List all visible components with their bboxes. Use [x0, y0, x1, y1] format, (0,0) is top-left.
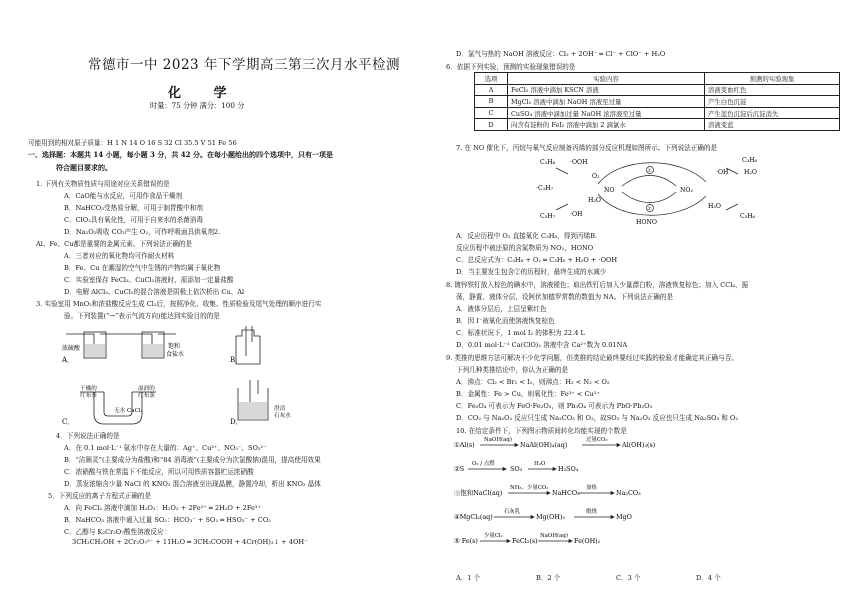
- chain-2-reagent: O₂ / 点燃: [472, 461, 495, 467]
- table-row: [475, 84, 840, 96]
- question-8: 8. 镀锌铁钉放入棕色的碘水中，溶液褪色；取出铁钉后加入少量漂白粉，溶液恢复棕色；加入 CCl₄，振: [446, 281, 749, 289]
- table-cell: B: [475, 96, 508, 108]
- question-9-cont: 下列几种类推结论中，你认为正确的是: [456, 366, 569, 374]
- chain-3-reagent: NH₃、少量CO₂: [510, 485, 549, 491]
- table-cell: FeCl₂ 溶液中滴加 KSCN 溶液: [508, 84, 705, 96]
- mech-label: H₂O: [744, 169, 757, 176]
- q5-option-c: C．乙醇与 K₂Cr₂O₇酸性溶液反应：: [64, 528, 171, 536]
- q10-option-c: C．3 个: [616, 574, 641, 582]
- q10-option-a: A．1 个: [456, 574, 481, 582]
- q5-option-b: B．NaHCO₃ 溶液中通入过量 SO₂：HCO₃⁻ + SO₂ ═ HSO₃⁻ + CO₂: [64, 516, 271, 524]
- q5-option-d: D．氯气与热的 NaOH 溶液反应：Cl₂ + 2OH⁻ ═ Cl⁻ + ClO⁻ + H₂O: [456, 50, 666, 58]
- chain-2-start: ②S: [454, 465, 465, 473]
- q4-option-d: D．蒸发浓缩含少量 NaCl 的 KNO₃ 混合溶液至出现晶膜，静置冷却，析出 KNO₃ 晶体: [64, 480, 321, 488]
- mech-label: H₂O: [708, 203, 721, 210]
- table-header-cell: 预测的实验现象: [705, 73, 840, 85]
- fig-d-label-lime: 石灰水: [274, 413, 291, 419]
- mech-label: O₂: [592, 173, 600, 180]
- question-8-cont: 荡，静置，液体分层，设阿伏加德罗常数的数值为 NA。下列说法正确的是: [456, 293, 674, 301]
- fig-a-label-brine: 食盐水: [166, 351, 185, 358]
- chain-1-reagent: NaOH(aq): [484, 437, 512, 443]
- chain-5-mid: FeCl₂(s): [512, 537, 538, 545]
- chain-3-end: Na₂CO₃: [616, 489, 641, 497]
- mech-label: ·C₃H₇: [536, 185, 554, 192]
- chain-5-end: Fe(OH)₂: [574, 537, 601, 545]
- fig-c-label-cloth: 红布条: [80, 393, 97, 399]
- q8-option-b: B．因 I⁻被氧化而使溶液恢复棕色: [456, 317, 555, 325]
- mech-label: ·OH: [570, 211, 583, 218]
- table-cell: 产生白色沉淀: [705, 96, 840, 108]
- table-cell: A: [475, 84, 508, 96]
- mech-label: HONO: [636, 219, 657, 226]
- chain-4-reagent: 煅烧: [586, 509, 597, 515]
- apparatus-figure: [60, 320, 390, 430]
- question-7: 7. 在 NO 催化下，丙烷与氧气反应制备丙烯的部分反应机理如图所示。下列说法正确的是: [456, 144, 718, 152]
- chain-2-end: H₂SO₄: [558, 465, 579, 473]
- exam-meta: 时量：75 分钟 满分：100 分: [150, 101, 245, 110]
- q9-option-d: D．CO₂ 与 Na₂O₂ 反应只生成 Na₂CO₃ 和 O₂，故SO₂ 与 Na₂O₂ 反应也只生成 Na₂SO₃ 和 O₂: [456, 414, 739, 422]
- table-cell: 溶液变蓝: [705, 119, 840, 131]
- q5-option-c-equation: 3CH₃CH₂OH + 2Cr₂O₇²⁻ + 11H₂O ═ 3CH₃COOH + 4Cr(OH)₃↓ + 4OH⁻: [72, 538, 308, 546]
- mech-label: ①: [647, 169, 652, 174]
- question-9: 9. 类推的思维方法可解决不少化学问题，但类推的结论最终要经过实践的检验才能确定其正确与否。: [446, 354, 738, 362]
- chain-4-reagent: 石灰乳: [504, 509, 521, 515]
- fig-c-label-cacl2: 无水 CaCl₂: [114, 408, 143, 414]
- conversion-chains: [454, 436, 754, 566]
- table-header-row: [475, 73, 840, 85]
- fig-label-a: A．: [62, 356, 75, 364]
- q4-option-a: A．在 0.1 mol·L⁻¹ 氨水中存在大量的：Ag⁺、Cu²⁺、NO₃⁻、SO₃²⁻: [64, 444, 267, 452]
- q9-option-b: B．金属性：Fe > Cu，则氧化性：Fe³⁺ < Cu²⁺: [456, 390, 600, 398]
- chain-4-mid: Mg(OH)₂: [536, 513, 565, 521]
- q2-option-b: B．Fe、Cu 在潮湿的空气中生锈的产物均属于氧化物: [64, 264, 221, 272]
- question-1: 1. 下列有关物质性质与用途对应关系错误的是: [36, 180, 170, 188]
- q5-option-a: A．向 FeCl₂ 溶液中滴加 H₂O₂：H₂O₂ + 2Fe²⁺ ═ 2H₂O + 2Fe³⁺: [64, 504, 262, 512]
- q1-option-c: C．ClO₂具有氧化性，可用于自来水的杀菌消毒: [64, 216, 203, 224]
- q2-option-c: C．实验室保存 FeCl₃、CuCl₂溶液时，需添加一定量盐酸: [64, 276, 234, 284]
- table-header-cell: 选项: [475, 73, 508, 85]
- chain-5-reagent: 少量Cl₂: [484, 533, 503, 539]
- table-cell: 向含有淀粉的 FeI₂ 溶液中滴加 2 滴氯水: [508, 119, 705, 131]
- chain-5-reagent: NaOH(aq): [540, 533, 568, 539]
- q8-option-d: D．0.01 mol·L⁻¹ Ca(ClO)₂ 溶液中含 Ca²⁺数为 0.01NA: [456, 341, 628, 349]
- fig-label-c: C．: [62, 418, 75, 426]
- page-title: 常德市一中 2023 年下学期高三第三次月水平检测: [88, 57, 400, 73]
- q10-option-d: D．4 个: [696, 574, 721, 582]
- q8-option-c: C．标准状况下，1 mol I₂ 的体积为 22.4 L: [456, 329, 585, 337]
- mech-label: C₃H₇: [540, 213, 556, 220]
- mech-label: ·OOH: [570, 159, 588, 166]
- fig-c-label-dry: 干燥的: [80, 386, 97, 392]
- question-10: 10. 在给定条件下，下列图示物质间转化均能实现的个数是: [456, 427, 627, 435]
- q7-option-c: C．总反应式为：C₃H₈ + O₂ ═ C₃H₆ + H₂O + ·OOH: [456, 256, 618, 264]
- fig-d-label-clear: 澄清: [274, 406, 286, 412]
- mechanism-diagram: [530, 152, 770, 228]
- fig-label-d: D．: [230, 418, 243, 426]
- fig-c-label-wet: 湿润的: [138, 386, 155, 392]
- chain-3-reagent: 加热: [586, 485, 597, 491]
- atomic-masses: 可能用到的相对原子质量：H 1 N 14 O 16 S 32 Cl 35.5 V 51 Fe 56: [28, 139, 237, 147]
- q10-option-b: B．2 个: [536, 574, 561, 582]
- fig-c-label-cloth2: 红布条: [138, 393, 155, 399]
- section-heading-cont: 符合题目要求的。: [56, 163, 112, 172]
- table-cell: 溶液变血红色: [705, 84, 840, 96]
- question-3-cont: 验。下列装置(“→”表示气流方向)能达到实验目的的是: [64, 312, 220, 320]
- table-cell: MgCl₂ 溶液中滴加 NaOH 溶液至过量: [508, 96, 705, 108]
- q7-option-d: D．当主要发生包含②的历程时，最终生成的水减少: [456, 268, 607, 276]
- chain-5-start: ⑤ Fe(s): [454, 537, 478, 545]
- fig-a-label-sat: 饱和: [168, 343, 181, 350]
- q1-option-b: B．NaHCO₃受热易分解，可用于制胃酸中和剂: [64, 204, 203, 212]
- table-cell: CuSO₄ 溶液中滴加过量 NaOH 浓溶液至过量: [508, 107, 705, 119]
- chain-4-end: MgO: [616, 513, 632, 521]
- question-4: 4．下列说法正确的是: [56, 432, 120, 440]
- section-heading: 一、选择题：本题共 14 小题，每小题 3 分，共 42 分。在每小题给出的四个选项中，只有一项是: [28, 150, 333, 159]
- chain-3-mid: NaHCO₃: [552, 489, 580, 497]
- question-5: 5．下列反应的离子方程式正确的是: [48, 492, 152, 500]
- table-cell: 产生蓝色沉淀后沉淀消失: [705, 107, 840, 119]
- chain-2-mid: SO₃: [510, 465, 523, 473]
- q8-option-a: A．液体分层后，上层呈紫红色: [456, 305, 547, 313]
- mech-label: C₃H₆: [740, 213, 756, 220]
- q4-option-c: C．浓硝酸与铁在常温下不能反应，所以可用铁质容器贮运浓硝酸: [64, 468, 254, 476]
- chain-1-mid: NaAl(OH)₄(aq): [520, 441, 568, 449]
- table-header-cell: 实验内容: [508, 73, 705, 85]
- mech-label: NO₂: [680, 187, 693, 194]
- subject-title: 化 学: [168, 86, 241, 101]
- table-cell: C: [475, 107, 508, 119]
- q2-option-a: A．三者对应的氧化物均可作耐火材料: [64, 252, 175, 260]
- chain-2-reagent: H₂O: [534, 461, 546, 467]
- table-row: [475, 119, 840, 131]
- mech-label: C₃H₈: [540, 159, 556, 166]
- question-6: 6．依据下列实验，预测的实验现象错误的是: [446, 63, 576, 71]
- mech-label: H₂O: [588, 197, 601, 204]
- chain-4-start: ④MgCl₂(aq): [454, 513, 493, 521]
- q2-option-d: D．电解 AlCl₃、CuCl₂的混合溶液是阴极上依次析出 Cu、Al: [64, 288, 245, 296]
- question-3: 3. 实验室用 MnO₂和浓盐酸反应生成 Cl₂后，按照净化、收集、性质检验及尾气处理的顺序进行实: [36, 300, 322, 308]
- question-2: Al、Fe、Cu都是重要的金属元素。下列说法正确的是: [36, 240, 193, 248]
- mech-label: ②: [647, 207, 652, 212]
- chain-1-start: ①Al(s): [454, 441, 475, 449]
- fig-label-b: B．: [230, 356, 243, 364]
- chain-1-end: Al(OH)₃(s): [622, 441, 656, 449]
- q1-option-a: A．CaO能与水反应，可用作食品干燥剂: [64, 192, 183, 200]
- q4-option-b: B．“洁厕灵”(主要成分为盐酸)和“84 消毒液”(主要成分为次氯酸钠)混用，提高使用效果: [64, 456, 321, 464]
- mech-label: ·OH: [716, 169, 729, 176]
- mech-label: NO: [604, 187, 615, 194]
- table-row: [475, 107, 840, 119]
- fig-a-label-acid: 浓硫酸: [62, 345, 81, 352]
- q7-option-b: 反应历程中被还原的含氮物质为 NO₂，HONO: [456, 244, 594, 252]
- table-cell: D: [475, 119, 508, 131]
- q9-option-c: C．Fe₃O₄ 可表示为 FeO·Fe₂O₃，则 Pb₃O₄ 可表示为 PbO·Pb₂O₃: [456, 402, 653, 410]
- mech-label: C₃H₆: [742, 157, 758, 164]
- q7-option-a: A．反应历程中 O₂ 直接氧化 C₃H₈，得到丙烯B.: [456, 232, 598, 240]
- q1-option-d: D．Na₂O₂吸收 CO₂产生 O₂，可作呼吸面具供氧剂2.: [64, 228, 221, 236]
- table-row: [475, 96, 840, 108]
- chain-3-start: ③饱和NaCl(aq): [454, 489, 503, 497]
- chain-1-reagent: 过量CO₂: [586, 437, 608, 443]
- question-6-table: [474, 72, 840, 131]
- q9-option-a: A．沸点：Cl₂ < Br₂ < I₂，则沸点：H₂ < N₂ < O₂: [456, 378, 610, 386]
